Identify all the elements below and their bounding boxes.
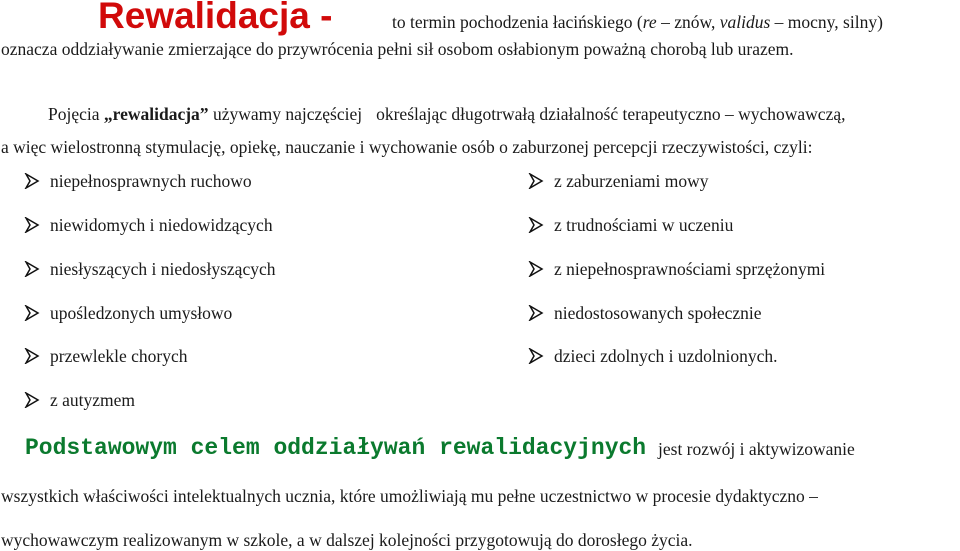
list-item [24,170,252,192]
goal-rest: jest rozwój i aktywizowanie [658,439,855,459]
term-re: re [642,12,657,32]
arrowhead-bullet-icon [24,392,40,408]
intro-line-1 [48,103,845,125]
intro-line-2: a więc wielostronną stymulację, opiekę, nauczanie i wychowanie osób o zaburzonej percepcji rzeczywistości, czyli: [1,137,813,157]
arrowhead-bullet-icon [24,261,40,277]
list-item [528,345,778,367]
list-item-label: niesłyszących i niedosłyszących [50,259,276,279]
definition-line-2: oznacza oddziaływanie zmierzające do przywrócenia pełni sił osobom osłabionym poważną chorobą lub urazem. [1,39,794,59]
intro-term: „rewalidacja” [103,104,209,124]
list-item-label: dzieci zdolnych i uzdolnionych. [554,346,778,366]
arrowhead-bullet-icon [24,348,40,364]
arrowhead-bullet-icon [528,217,544,233]
goal-line-3: wychowawczym realizowanym w szkole, a w dalszej kolejności przygotowują do dorosłego życia. [1,530,693,550]
arrowhead-bullet-icon [24,217,40,233]
list-item [24,345,188,367]
list-item-label: niewidomych i niedowidzących [50,215,273,235]
intro-lead: Pojęcia [48,104,100,124]
list-item [528,258,825,280]
list-item-label: niedostosowanych społecznie [554,303,762,323]
list-item [528,170,709,192]
goal-headline: Podstawowym celem oddziaływań rewalidacyjnych [25,435,647,461]
list-item-label: przewlekle chorych [50,346,188,366]
definition-mid-1: – znów, [656,12,720,32]
list-item [24,214,273,236]
list-item [24,258,275,280]
list-item-label: z zaburzeniami mowy [554,171,709,191]
list-item-label: z trudnościami w uczeniu [554,215,734,235]
list-item [24,389,135,411]
arrowhead-bullet-icon [528,173,544,189]
list-item-label: niepełnosprawnych ruchowo [50,171,252,191]
arrowhead-bullet-icon [528,348,544,364]
arrowhead-bullet-icon [528,305,544,321]
term-validus: validus [719,12,771,32]
arrowhead-bullet-icon [528,261,544,277]
list-item-label: z niepełnosprawnościami sprzężonymi [554,259,826,279]
list-item-label: upośledzonych umysłowo [50,303,233,323]
definition-lead: to termin pochodzenia łacińskiego ( [392,12,643,32]
definition-line-1 [392,11,883,33]
page-title: Rewalidacja - [98,0,333,36]
list-item [24,302,232,324]
goal-line-2: wszystkich właściwości intelektualnych ucznia, które umożliwiają mu pełne uczestnictwo w procesie dydaktyczno – [1,486,818,506]
list-item [528,214,733,236]
arrowhead-bullet-icon [24,173,40,189]
definition-mid-2: – mocny, silny) [770,12,883,32]
list-item-label: z autyzmem [50,390,136,410]
arrowhead-bullet-icon [24,305,40,321]
intro-rest-1: używamy najczęściej [212,104,363,124]
intro-rest-2: określając długotrwałą działalność terapeutyczno – wychowawczą, [376,104,846,124]
list-item [528,302,762,324]
